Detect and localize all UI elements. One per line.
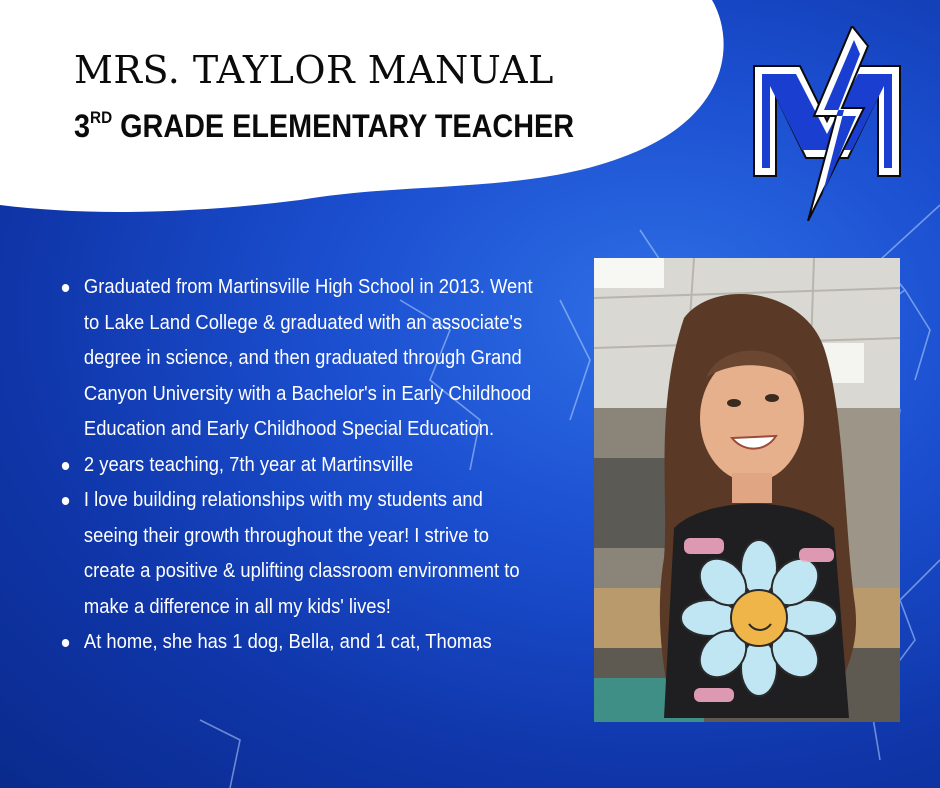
teacher-role (74, 108, 574, 145)
role-grade-suffix: RD (90, 108, 113, 128)
teacher-name: MRS. TAYLOR MANUAL (74, 48, 554, 92)
bio-item-philosophy: I love building relationships with my students and seeing their growth throughout the year! I strive to create a positive & uplifting classroom environment to make a difference in all my kids' lives! (60, 483, 538, 625)
role-title: GRADE ELEMENTARY TEACHER (112, 108, 575, 144)
bio-item-pets: At home, she has 1 dog, Bella, and 1 cat, Thomas (60, 625, 538, 661)
m-lightning-logo-icon (752, 26, 902, 221)
teacher-photo (594, 258, 900, 722)
bio-item-education: Graduated from Martinsville High School in 2013. Went to Lake Land College & graduated with an associate's degree in science, and then graduated through Grand Canyon University with a Bachelor's in Early Childhood Education and Early Childhood Special Education. (60, 270, 538, 448)
bio-item-experience: 2 years teaching, 7th year at Martinsville (60, 448, 538, 484)
role-grade-number: 3 (74, 108, 91, 144)
bio-list (60, 270, 580, 661)
